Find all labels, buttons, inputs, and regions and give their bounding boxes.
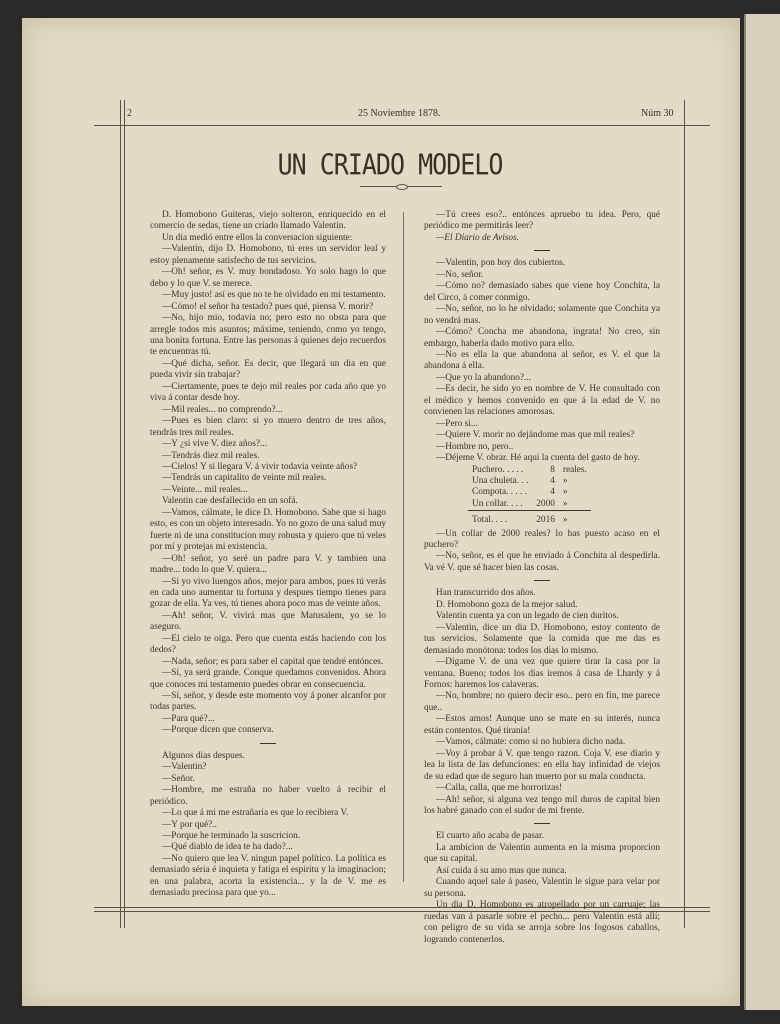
section-separator [534, 580, 550, 581]
paragraph: —Pero si... [436, 418, 478, 429]
expense-item: Un collar. . . . [472, 498, 523, 509]
paragraph: Valentin cae desfallecido en un sofá. [162, 496, 298, 507]
expense-unit: » [562, 475, 568, 486]
paragraph: Así cuida á su amo mas que nunca. [436, 865, 567, 876]
paragraph: —Tú crees eso?.. entónces apruebo tu idea. Pero, qué periódico me permitirás leer? [424, 210, 660, 232]
paragraph: —Ciertamente, pues te dejo mil reales por cada año que yo viva á contar desde hoy. [150, 381, 386, 404]
paragraph: Cuando aquel sale á paseo, Valentin le sigue para velar por su persona. [424, 877, 660, 899]
paragraph: —No, hijo mio, todavia no; pero esto no obsta para que arregle todos mis asuntos; máxime, teniendo, como yo tengo, una bonita fortuna. Entre las personas á quienes dejo recuerdos te encuentras tú. [150, 313, 386, 358]
paragraph: —Valentin, dice un dia D. Homobono, estoy contento de tus servicios. Solamente que la comida que me das es demasiado monótona: todos los dias lo mismo. [424, 622, 660, 656]
expense-amount: 4 [550, 487, 555, 498]
expense-amount: 4 [550, 475, 555, 486]
expense-item: Total. . . . [468, 511, 532, 527]
paragraph: —Vamos, cálmate, le dice D. Homobono. Sabe que si hago esto, es con un objeto interesado. Yo no gozo de una salud muy fuerte ni de una constitucion muy robusta y quiero que tú veles por mí y protejas mi existencia. [150, 507, 386, 553]
expense-item: Compota. . . . . [472, 487, 528, 498]
paragraph: —Oh! señor, es V. muy bondadoso. Yo solo hago lo que debo y lo que V. se merece. [150, 267, 386, 289]
expense-amount: 2016 [532, 511, 559, 527]
expense-row [468, 476, 591, 487]
paragraph: Valentin cuenta ya con un legado de cien duritos. [436, 611, 619, 622]
paragraph: —Cómo no? demasiado sabes que viene hoy Conchita, la del Circo, á comer conmigo. [424, 281, 660, 303]
title-ornament [360, 186, 442, 187]
paragraph: —Y ¿si vive V. diez años?... [162, 439, 267, 450]
section-separator [534, 823, 550, 824]
paragraph: —Y por qué?.. [162, 819, 217, 830]
expense-item: Una chuleta. . . [472, 475, 529, 486]
paragraph: —Tendrás un capitalito de veinte mil reales. [162, 473, 327, 484]
paragraph: —Cielos! Y si llegara V. á vivir todavia veinte años? [162, 461, 358, 472]
paragraph: —Valentin? [162, 762, 207, 773]
paragraph: —El Diario de Avisos. [436, 232, 519, 243]
expense-total-row [468, 511, 591, 527]
paragraph: —Nada, señor; es para saber el capital que tendré entónces. [162, 656, 384, 667]
paragraph: —Déjeme V. obrar. Hé aquí la cuenta del gasto de hoy. [436, 453, 640, 464]
page-number: 2 [127, 108, 132, 119]
paragraph: —No es ella la que abandona al señor, es V. el que la abandona á ella. [424, 349, 660, 372]
paragraph: —El cielo te oiga. Pero que cuenta estás haciendo con los dedos? [150, 633, 386, 656]
paragraph: D. Homobono Guiteras, viejo solteron, enriquecido en el comercio de sedas, tiene un criado llamado Valentin. [150, 210, 386, 232]
paragraph: —Dígame V. de una vez que quiere tirar la casa por la ventana. Bueno; todos los dias iremos á casa de Lhardy y á Fornos: haremos los calaveras. [424, 657, 660, 690]
paragraph: Han transcurrido dos años. [436, 588, 536, 599]
paragraph: —Valentin, dijo D. Homobono, tú eres un servidor leal y estoy plenamente satisfecho de tus servicios. [150, 244, 386, 266]
expense-unit: » [562, 498, 568, 509]
paragraph: —No, hombre; no quiero decir eso.. pero en fin, me parece que.. [424, 691, 660, 713]
paragraph: —Valentin, pon hoy dos cubiertos. [436, 258, 566, 269]
paragraph: —Muy justo! así es que no te he olvidado en mi testamento. [162, 290, 386, 301]
paragraph: —Oh! señor, yo seré un padre para V. y tambien una madre... todo lo que V. quiera... [150, 553, 386, 576]
expense-amount: 2000 [536, 498, 555, 509]
paragraph: Un dia medió entre ellos la conversacion siguiente: [162, 232, 353, 243]
paragraph: —Porque he terminado la suscricion. [162, 831, 301, 842]
paragraph: —Lo que á mi me estrañaria es que lo recibiera V. [162, 808, 349, 819]
paragraph: D. Homobono goza de la mejor salud. [436, 599, 578, 610]
expense-row [468, 499, 591, 511]
paragraph: —Qué dicha, señor. Es decir, que llegará un dia en que pueda vivir sin trabajar? [150, 358, 386, 381]
paragraph: —Que yo la abandono?... [436, 372, 532, 383]
paragraph: —Qué diablo de idea te ha dado?... [162, 842, 293, 853]
frame-right-rule [684, 100, 685, 928]
paragraph: —Voy á probar á V. que tengo razon. Coja V. ese diario y lea la lista de las defunciones: en ella hay infinidad de viejos de su edad que de seguro han muerto por su mala conducta. [424, 748, 660, 782]
paragraph: —Hombre no, pero.. [436, 441, 514, 452]
paragraph: —Es decir, he sido yo en nombre de V. He consultado con el médico y hemos convenido en que á la edad de V. no convienen las relaciones amorosas. [424, 384, 660, 418]
paragraph: —No, señor. [436, 269, 484, 280]
issue-date: 25 Noviembre 1878. [358, 108, 441, 119]
expense-row [468, 465, 591, 476]
left-column [150, 210, 386, 900]
paragraph: —No, señor, no lo he olvidado; solamente que Conchita ya no vendrá mas. [424, 304, 660, 326]
expense-row [468, 487, 591, 498]
paragraph: —Vamos, cálmate: como si no hubiera dicho nada. [436, 737, 626, 748]
expense-item: Puchero. . . . . [472, 464, 524, 475]
right-column [424, 210, 660, 946]
paragraph: La ambicion de Valentin aumenta en la misma proporcion que su capital. [424, 842, 660, 865]
section-separator [260, 743, 276, 744]
column-divider [403, 212, 404, 882]
paragraph: —Para qué?... [162, 713, 215, 724]
issue-number: Núm 30 [641, 108, 674, 119]
paragraph: El cuarto año acaba de pasar. [436, 831, 544, 842]
expense-amount: 8 [550, 464, 555, 475]
paragraph: —Estos amos! Aunque uno se mate en su interés, nunca están contentos. Qué tiranía! [424, 714, 660, 736]
paragraph: —Pues es bien claro: si yo muero dentro de tres años, tendrás tres mil reales. [150, 416, 386, 438]
paragraph: —No, señor, es el que he enviado á Conchita al despedirla. Va vé V. que sé hacer bien las cosas. [424, 551, 660, 573]
article-title: UN CRIADO MODELO [277, 147, 503, 182]
paragraph: —Ah! señor, V. vivirá mas que Matusalem, yo se lo aseguro. [150, 610, 386, 633]
paragraph: —Ah! señor, si alguna vez tengo mil duros de capital bien los habré ganado con el sudor de mi frente. [424, 794, 660, 816]
paragraph: —Quiere V. morir no dejándome mas que mil reales? [436, 430, 635, 441]
paragraph: —Sí, ya será grande. Conque quedamos convenidos. Ahora que conoces mi testamento puedes obrar en consecuencia. [150, 668, 386, 690]
paragraph: —Señor. [162, 773, 195, 784]
paragraph: —Sí, señor, y desde este momento voy á poner alcanfor por todas partes. [150, 691, 386, 713]
paragraph: —Un collar de 2000 reales? lo has puesto acaso en el puchero? [424, 528, 660, 550]
expense-unit: reales. [562, 464, 587, 475]
paragraph: —Porque dicen que conserva. [162, 725, 274, 736]
paragraph: —Mil reales... no comprendo?... [162, 404, 283, 415]
expense-unit: » [562, 487, 568, 498]
paragraph: —Tendrás diez mil reales. [162, 450, 260, 461]
paragraph: —Hombre, me estraña no haber vuelto á recibir el periódico. [150, 785, 386, 807]
paragraph: —No quiero que lea V. ningun papel político. La política es demasiado séria é inquieta y fatiga el espíritu y la imaginacion; en una palabra, acorta la existencia... y la de V. me es demasiado preciosa para que yo... [150, 853, 386, 899]
section-separator [534, 250, 550, 251]
paragraph: Algunos dias despues. [162, 750, 245, 761]
paragraph: —Si yo vivo luengos años, mejor para ambos, pues tú verás en cada uno aumentar tu fortuna y despues tiempo tienes para gozar de ella. Ya ves, tú tienes ahora poco mas de veinte años. [150, 576, 386, 610]
paragraph: —Cómo! el señor ha testado? pues qué, piensa V. morir? [162, 301, 374, 312]
paragraph: —Calla, calla, que me horrorizas! [436, 783, 562, 794]
header-rule [94, 125, 710, 126]
frame-left-rule-inner [124, 100, 125, 928]
paragraph: Un dia D. Homobono es atropellado por un carruaje: las ruedas van á pasarle sobre el pecho... pero Valentin está allí; con peligro de su vida se arroja sobre los fogosos caballos, logrando contenerlos. [424, 900, 660, 945]
expense-unit: » [559, 511, 591, 527]
paragraph: —Cómo? Concha me abandona, ingrata! No creo, sin embargo, haberla dado motivo para ello. [424, 327, 660, 349]
frame-left-rule [120, 100, 121, 928]
paragraph: —Veinte... mil reales... [162, 484, 248, 495]
expense-table [468, 465, 591, 527]
